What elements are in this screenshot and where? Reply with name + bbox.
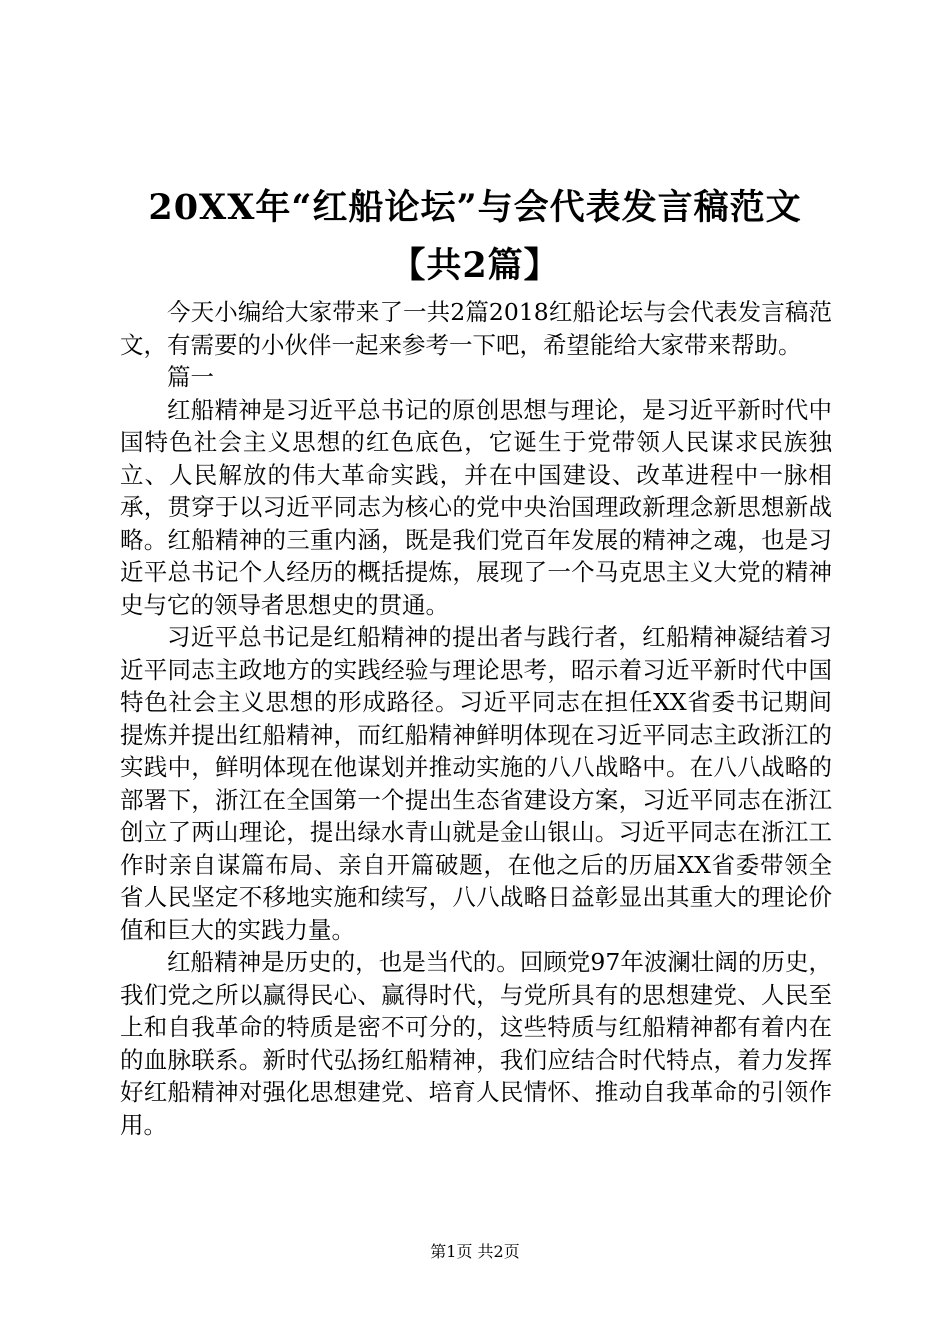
page-number-footer: 第1页 共2页 xyxy=(430,1242,520,1261)
body-paragraph: 习近平总书记是红船精神的提出者与践行者，红船精神凝结着习近平同志主政地方的实践经验与理论思考，昭示着习近平新时代中国特色社会主义思想的形成路径。习近平同志在担任XX省委书记期间提炼并提出红船精神，而红船精神鲜明体现在习近平同志主政浙江的实践中，鲜明体现在他谋划并推动实施的八八战略中。在八八战略的部署下，浙江在全国第一个提出生态省建设方案，习近平同志在浙江创立了两山理论，提出绿水青山就是金山银山。习近平同志在浙江工作时亲自谋篇布局、亲自开篇破题，在他之后的历届XX省委带领全省人民坚定不移地实施和续写，八八战略日益彰显出其重大的理论价值和巨大的实践力量。 xyxy=(120,623,832,944)
document-body xyxy=(120,296,832,1141)
document-title: 20XX年“红船论坛”与会代表发言稿范文 xyxy=(148,187,802,228)
body-paragraph: 红船精神是历史的，也是当代的。回顾党97年波澜壮阔的历史，我们党之所以赢得民心、赢得时代，与党所具有的思想建党、人民至上和自我革命的特质是密不可分的，这些特质与红船精神都有着内在的血脉联系。新时代弘扬红船精神，我们应结合时代特点，着力发挥好红船精神对强化思想建党、培育人民情怀、推动自我革命的引领作用。 xyxy=(120,948,832,1139)
document-title-subtitle: 【共2篇】 xyxy=(390,245,560,286)
body-paragraph: 红船精神是习近平总书记的原创思想与理论，是习近平新时代中国特色社会主义思想的红色底色，它诞生于党带领人民谋求民族独立、人民解放的伟大革命实践，并在中国建设、改革进程中一脉相承，贯穿于以习近平同志为核心的党中央治国理政新理念新思想新战略。红船精神的三重内涵，既是我们党百年发展的精神之魂，也是习近平总书记个人经历的概括提炼，展现了一个马克思主义大党的精神史与它的领导者思想史的贯通。 xyxy=(120,395,832,619)
intro-paragraph: 今天小编给大家带来了一共2篇2018红船论坛与会代表发言稿范文，有需要的小伙伴一起来参考一下吧，希望能给大家带来帮助。 xyxy=(120,298,832,359)
section-heading: 篇一 xyxy=(167,363,214,391)
